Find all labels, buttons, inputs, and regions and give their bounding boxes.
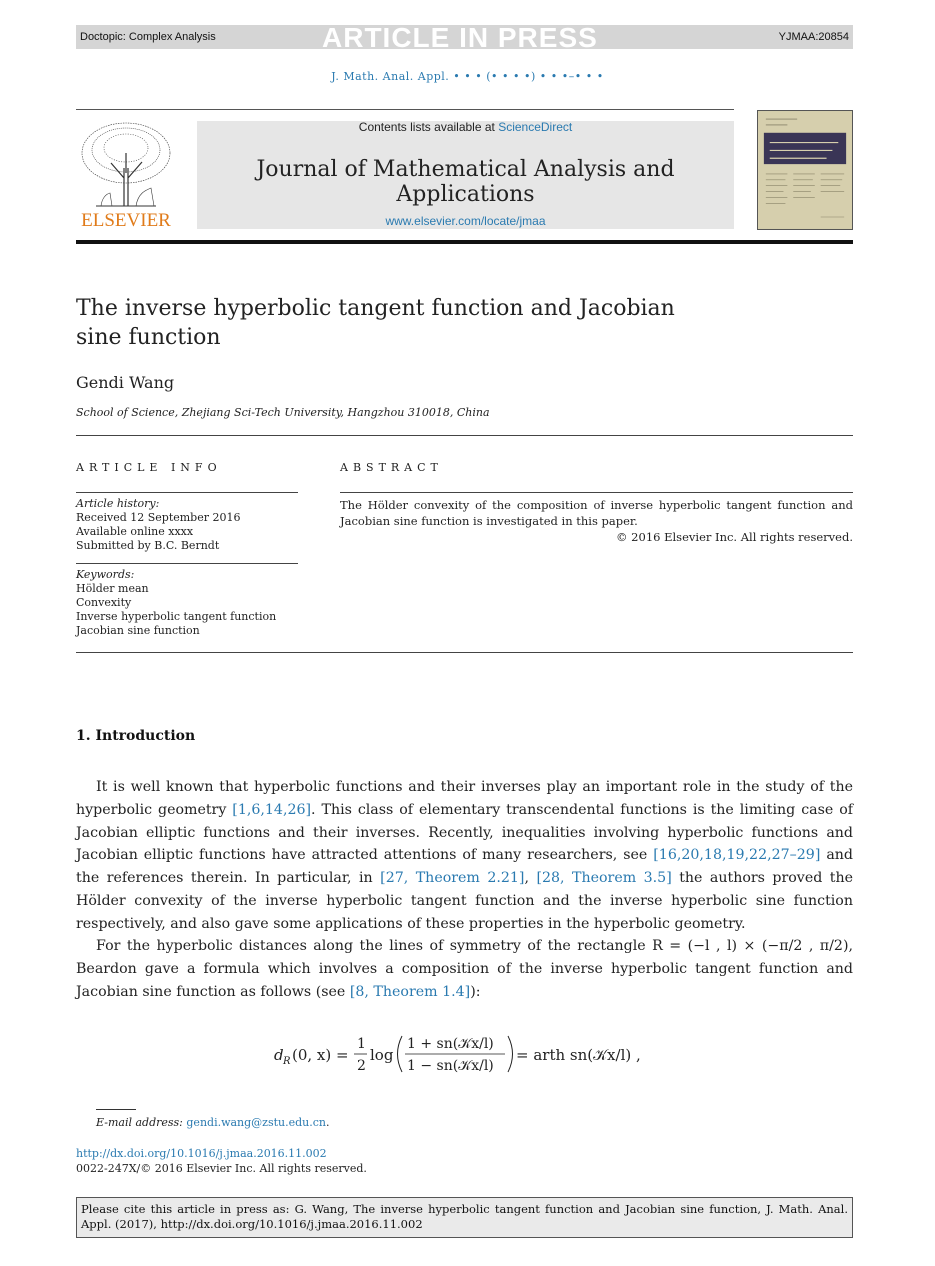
submitted-by: Submitted by B.C. Berndt	[76, 539, 220, 552]
sciencedirect-link[interactable]: ScienceDirect	[498, 120, 573, 134]
article-history	[76, 497, 240, 553]
contents-available-line	[197, 120, 734, 134]
email-suffix: .	[326, 1116, 330, 1129]
footnote-email	[96, 1116, 330, 1129]
contents-prefix: Contents lists available at	[358, 120, 499, 134]
received-date: Received 12 September 2016	[76, 511, 241, 524]
eq-denominator: 1 − sn(𝒦x/l)	[407, 1058, 494, 1074]
keyword-item: Hölder mean	[76, 582, 149, 595]
divider	[76, 563, 298, 564]
cite-this-article-box: Please cite this article in press as: G. Wang, The inverse hyperbolic tangent function and Jacobian sine function, J. Math. Anal. Appl. (2017), http://dx.doi.org/10.1016/j.jmaa.2016.11.002	[76, 1197, 853, 1238]
doctopic-label: Doctopic: Complex Analysis	[80, 31, 216, 43]
keyword-item: Convexity	[76, 596, 132, 609]
divider	[340, 492, 853, 493]
history-label: Article history:	[76, 497, 160, 510]
equation-display	[0, 1030, 935, 1080]
header-thick-rule	[76, 240, 853, 244]
abstract-body	[340, 497, 853, 545]
elsevier-wordmark: ELSEVIER	[81, 210, 171, 231]
eq-args: (0, x) =	[292, 1046, 349, 1064]
keywords-list	[76, 568, 276, 638]
paragraph-text: . This class of elementary transcendental functions is the limiting case of Jacobian elliptic functions and their inverses. Recently, inequalities involving hyperbolic functions and Jacobian elliptic functions have attracted attentions of many researchers, see	[76, 801, 853, 864]
available-date: Available online xxxx	[76, 525, 194, 538]
email-label: E-mail address:	[96, 1116, 183, 1129]
eq-numerator: 1 + sn(𝒦x/l)	[407, 1036, 494, 1052]
issn-line: 0022-247X/© 2016 Elsevier Inc. All rights reserved.	[76, 1162, 367, 1175]
reference-link[interactable]: [8, Theorem 1.4]	[349, 983, 471, 1000]
header-bar	[76, 22, 853, 53]
eq-half-den: 2	[357, 1058, 366, 1074]
journal-title: Journal of Mathematical Analysis and Applications	[256, 157, 675, 207]
author-name: Gendi Wang	[76, 373, 175, 392]
eq-half-num: 1	[357, 1036, 366, 1052]
journal-citation-line[interactable]: J. Math. Anal. Appl. • • • (• • • •) • • •–• • •	[331, 70, 604, 83]
footnote-rule	[96, 1109, 136, 1110]
section-heading: 1. Introduction	[76, 728, 196, 744]
email-link[interactable]: gendi.wang@zstu.edu.cn	[186, 1116, 327, 1129]
paragraph	[76, 935, 853, 1003]
eq-rhs: = arth sn(𝒦x/l) ,	[516, 1046, 641, 1064]
reference-link[interactable]: [1,6,14,26]	[232, 801, 312, 818]
keyword-item: Jacobian sine function	[76, 624, 200, 637]
author-affiliation: School of Science, Zhejiang Sci-Tech University, Hangzhou 310018, China	[76, 406, 490, 419]
eq-subscript: R	[283, 1056, 291, 1067]
eq-log: log	[370, 1046, 394, 1064]
paragraph-text: For the hyperbolic distances along the lines of symmetry of the rectangle R = (−l , l) × (−π/2 , π/2), Beardon gave a formula which involves a composition of the inverse hyperbolic tangent function and Jacobian sine function as follows (see	[76, 938, 853, 1000]
paragraph-text: It is well known that hyperbolic functions and their inverses play an important role in the study of the hyperbolic geometry	[76, 779, 853, 818]
paragraph-text: and the references therein. In particular, in	[76, 847, 853, 887]
article-info-heading: ARTICLE INFO	[76, 461, 222, 474]
doi-link[interactable]: http://dx.doi.org/10.1016/j.jmaa.2016.11.002	[76, 1147, 327, 1160]
divider	[76, 435, 853, 436]
abstract-copyright: © 2016 Elsevier Inc. All rights reserved.	[616, 530, 853, 544]
reference-link[interactable]: [27, Theorem 2.21]	[380, 870, 525, 887]
article-code: YJMAA:20854	[778, 31, 849, 43]
divider	[76, 652, 853, 653]
article-in-press-banner: ARTICLE IN PRESS	[322, 22, 598, 53]
abstract-heading: ABSTRACT	[340, 461, 443, 474]
article-title: The inverse hyperbolic tangent function and Jacobian sine function	[76, 296, 675, 350]
paragraph-text: ):	[470, 983, 481, 1000]
paragraph-text: the authors proved the Hölder convexity of the inverse hyperbolic tangent function and the inverse hyperbolic sine function respectively, and also gave some applications of these properties in the hyperbolic geometry.	[76, 870, 853, 932]
reference-link[interactable]: [16,20,18,19,22,27–29]	[653, 847, 821, 864]
eq-lhs: d	[274, 1046, 284, 1064]
journal-url-link[interactable]: www.elsevier.com/locate/jmaa	[385, 214, 546, 228]
reference-link[interactable]: [28, Theorem 3.5]	[536, 870, 672, 887]
header-divider	[76, 109, 734, 110]
abstract-text: The Hölder convexity of the composition of inverse hyperbolic tangent function and Jacobian sine function is investigated in this paper.	[340, 498, 853, 528]
keywords-label: Keywords:	[76, 568, 135, 581]
keyword-item: Inverse hyperbolic tangent function	[76, 610, 277, 623]
paragraph	[76, 776, 853, 936]
divider	[76, 492, 298, 493]
journal-cover-thumbnail[interactable]	[757, 110, 853, 230]
paragraph-text: ,	[524, 870, 537, 887]
